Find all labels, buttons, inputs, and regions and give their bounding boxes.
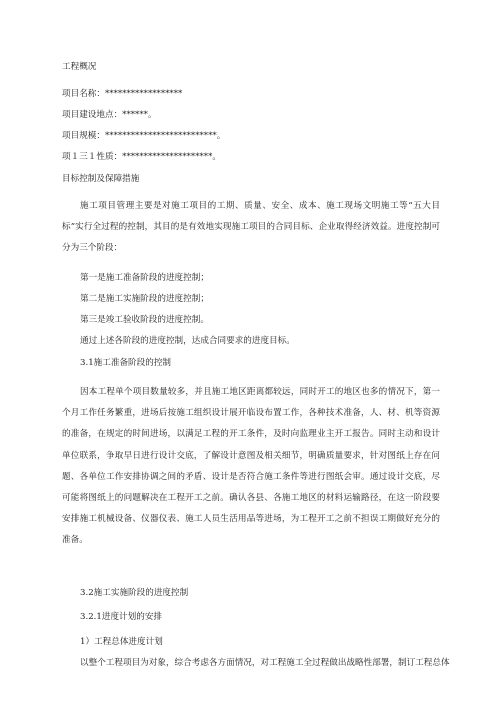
heading-item-1: 1）工程总体进度计划 xyxy=(80,637,163,647)
stage-2-line: 第二是施工实施阶段的进度控制； xyxy=(80,294,209,304)
overview-heading: 工程概况 xyxy=(62,62,97,72)
project-scale-line: 项目规模：**************************。 xyxy=(62,131,226,141)
project-nature-line: 项１三１性质：*********************。 xyxy=(62,152,221,162)
stage-summary-line: 通过上述各阶段的进度控制，达成合同要求的进度目标。 xyxy=(80,336,295,346)
paragraph-item-1: 以整个工程项目为对象，综合考虑各方面情况，对工程施工全过程做出战略性部署，制订工程总体 xyxy=(80,658,450,668)
project-location-line: 项目建设地点：******。 xyxy=(62,110,157,120)
heading-3-2: 3.2施工实施阶段的进度控制 xyxy=(80,588,189,598)
stage-1-line: 第一是施工准备阶段的进度控制； xyxy=(80,273,209,283)
heading-3-2-1: 3.2.1进度计划的安排 xyxy=(80,612,163,622)
intro-paragraph: 施工项目管理主要是对施工项目的工期、质量、安全、成本、施工现场文明施工等“五大目标”实行全过程的控制，其目的是有效地实现施工项目的合同目标、企业取得经济效益。进度控制可分为三个阶段： xyxy=(62,201,440,254)
section-heading: 目标控制及保障措施 xyxy=(62,174,140,184)
heading-3-1: 3.1施工准备阶段的控制 xyxy=(80,358,172,368)
project-name-line: 项目名称：****************** xyxy=(62,89,183,99)
paragraph-3-1: 因本工程单个项目数量较多，并且施工地区距离都较远，同时开工的地区也多的情况下，第一个月工作任务繁重，进场后按施工组织设计展开临设布置工作，各种技术准备，人、材、机等资源的准备，在规定的时间进场，以满足工程的开工条件，及时向监理业主开工报告。同时主动和设计单位联系，争取早日进行设计交底，了解设计意图及相关细节，明确质量要求，针对图纸上存在问题、各单位工作安排协调之间的矛盾、设计是否符合施工条件等进行图纸会审。通过设计交底，尽可能将图纸上的问题解决在工程开工之前。确认各县、各施工地区的材料运输路径，在这一阶段要安排施工机械设备、仪器仪表、施工人员生活用品等进场，为工程开工之前不担误工期做好充分的准备。 xyxy=(62,387,440,546)
stage-3-line: 第三是竣工验收阶段的进度控制。 xyxy=(80,315,209,325)
